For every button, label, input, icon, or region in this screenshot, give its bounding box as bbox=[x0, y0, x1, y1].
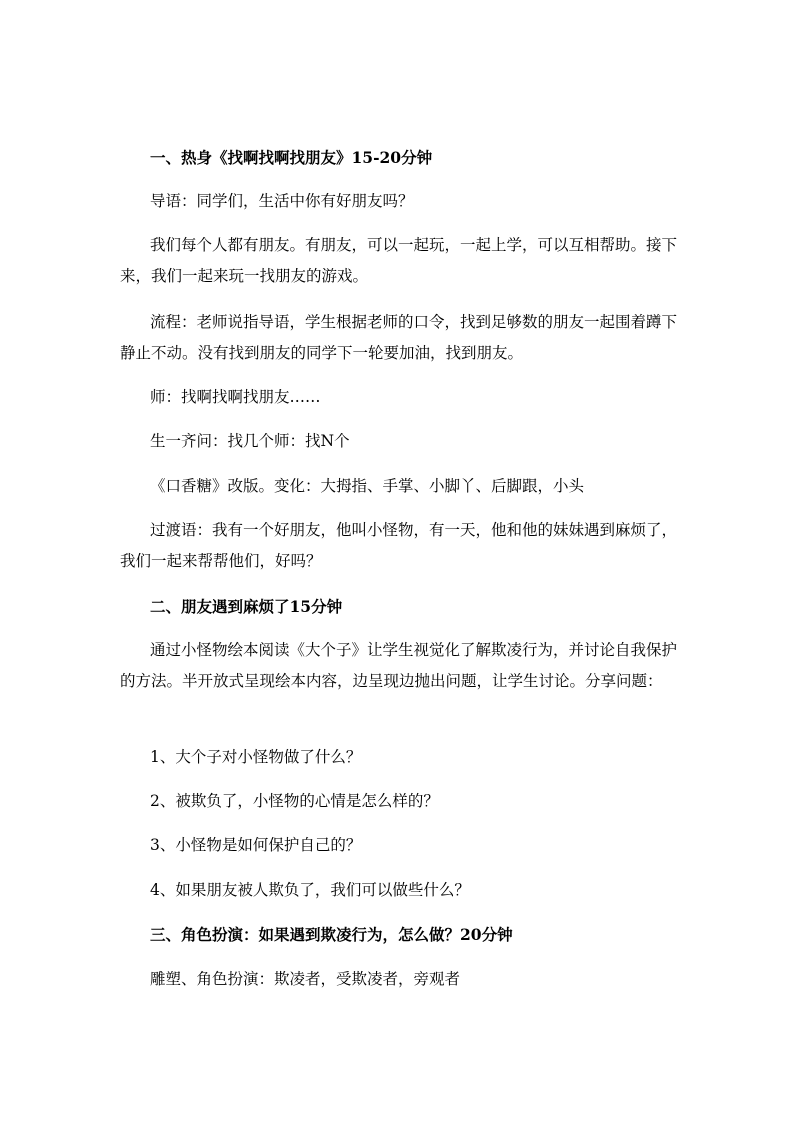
paragraph-picture-book: 通过小怪物绘本阅读《大个子》让学生视觉化了解欺凌行为，并讨论自我保护的方法。半开放式呈现绘本内容，边呈现边抛出问题，让学生讨论。分享问题： bbox=[120, 641, 678, 690]
paragraph-teacher-line: 师：找啊找啊找朋友…… bbox=[150, 388, 321, 406]
question-item-4: 4、如果朋友被人欺负了，我们可以做些什么？ bbox=[150, 881, 470, 899]
section-heading-friends-trouble: 二、朋友遇到麻烦了15分钟 bbox=[150, 597, 343, 616]
section-heading-warmup: 一、热身《找啊找啊找朋友》15-20分钟 bbox=[150, 148, 433, 167]
paragraph-variation: 《口香糖》改版。变化：大拇指、手掌、小脚丫、后脚跟，小头 bbox=[150, 477, 585, 495]
section-heading-role-play: 三、角色扮演：如果遇到欺凌行为，怎么做？20分钟 bbox=[150, 925, 513, 944]
paragraph-transition: 过渡语：我有一个好朋友，他叫小怪物，有一天，他和他的妹妹遇到麻烦了，我们一起来帮帮他们，好吗？ bbox=[120, 521, 678, 570]
question-item-3: 3、小怪物是如何保护自己的？ bbox=[150, 836, 362, 854]
paragraph-process: 流程：老师说指导语，学生根据老师的口令，找到足够数的朋友一起围着蹲下静止不动。没有找到朋友的同学下一轮要加油，找到朋友。 bbox=[120, 313, 678, 362]
paragraph-friends-explanation: 我们每个人都有朋友。有朋友，可以一起玩，一起上学，可以互相帮助。接下来，我们一起来玩一找朋友的游戏。 bbox=[120, 236, 678, 285]
paragraph-intro-question: 导语：同学们，生活中你有好朋友吗？ bbox=[150, 192, 414, 210]
paragraph-students-line: 生一齐问：找几个师：找N个 bbox=[150, 432, 350, 450]
question-item-2: 2、被欺负了，小怪物的心情是怎么样的？ bbox=[150, 792, 439, 810]
question-item-1: 1、大个子对小怪物做了什么？ bbox=[150, 748, 362, 766]
paragraph-role-play: 雕塑、角色扮演：欺凌者，受欺凌者，旁观者 bbox=[150, 970, 461, 988]
